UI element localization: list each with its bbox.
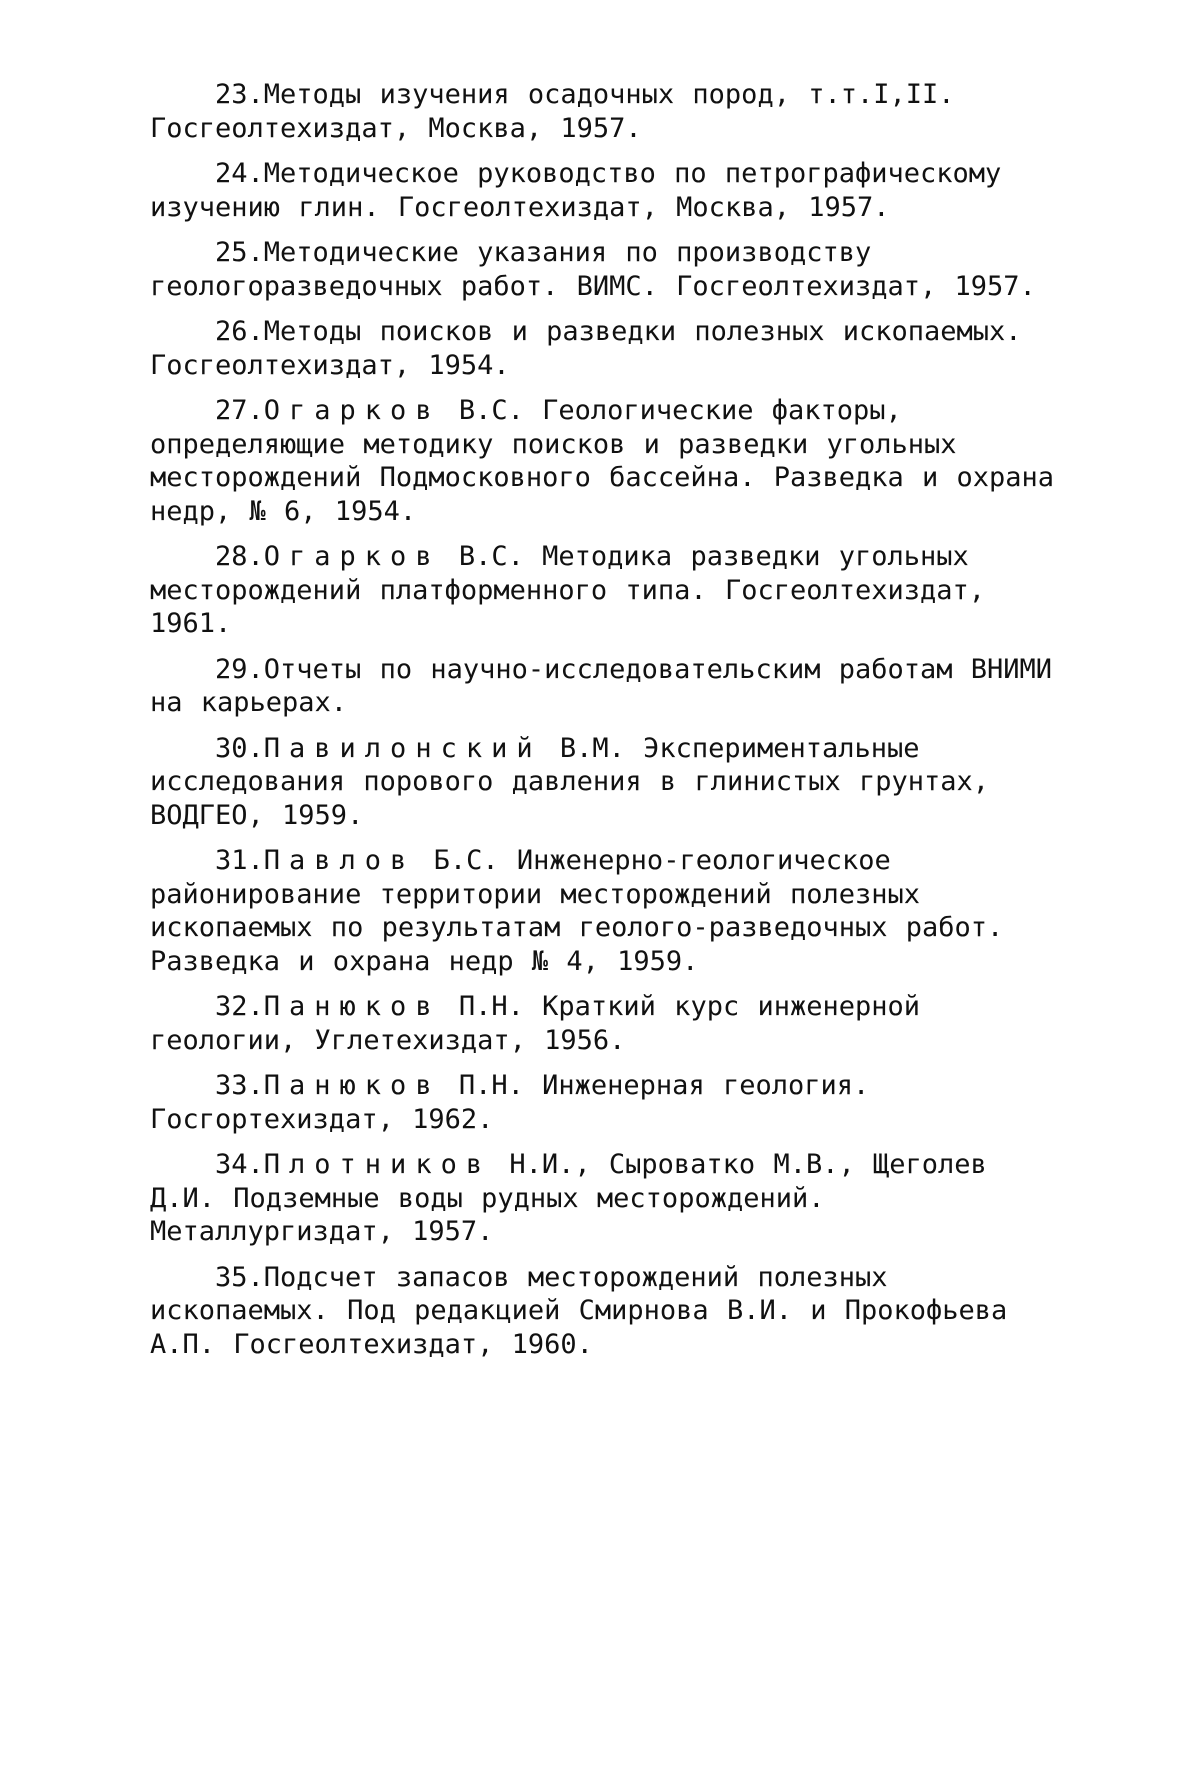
reference-item — [150, 315, 1060, 382]
reference-item — [150, 394, 1073, 528]
reference-author: Панюков — [263, 991, 441, 1022]
reference-author: Павилонский — [263, 732, 542, 764]
reference-initials: В.С. — [458, 395, 524, 426]
reference-item — [150, 236, 1060, 303]
reference-initials: П.Н. — [458, 991, 524, 1022]
reference-item — [150, 1069, 1060, 1136]
reference-author: Огарков — [263, 395, 441, 426]
reference-number: 26. — [215, 316, 264, 347]
reference-item — [150, 540, 1060, 641]
reference-text: Подземные воды рудных месторождений. Металлургиздат, 1957. — [150, 1182, 843, 1247]
reference-item — [150, 1261, 1060, 1362]
reference-text: Геологические факторы, определяющие методику поисков и разведки угольных месторождений Подмосковного бассейна. Разведка и охрана недр, № 6, 1954. — [150, 395, 1073, 527]
reference-number: 24. — [215, 158, 264, 189]
reference-text: Методы изучения осадочных пород, т.т.I,II. Госгеолтехиздат, Москва, 1957. — [150, 79, 973, 144]
reference-text: Инженерно-геологическое районирование территории месторождений полезных ископаемых по результатам геолого-разведочных работ. Разведка и охрана недр № 4, 1959. — [150, 845, 1022, 977]
reference-text: Методическое руководство по петрографическому изучению глин. Госгеолтехиздат, Москва, 1957. — [150, 158, 1020, 223]
reference-number: 27. — [215, 395, 264, 426]
reference-number: 35. — [215, 1261, 264, 1293]
reference-number: 23. — [215, 79, 264, 110]
reference-number: 28. — [215, 541, 264, 572]
reference-number: 32. — [215, 991, 264, 1022]
reference-initials: В.С. — [458, 541, 524, 572]
reference-item — [150, 157, 1060, 224]
reference-text: Методика разведки угольных месторождений платформенного типа. Госгеолтехиздат, 1961. — [150, 541, 1004, 639]
reference-author: Павлов — [263, 845, 416, 876]
reference-author: Огарков — [263, 541, 441, 572]
reference-number: 25. — [215, 237, 264, 268]
reference-initials: Н.И., Сыроватко М.В., Щеголев Д.И. — [150, 1149, 1006, 1214]
reference-item — [150, 844, 1060, 978]
reference-text: Методы поисков и разведки полезных ископаемых. Госгеолтехиздат, 1954. — [150, 316, 1040, 381]
reference-author: Плотников — [263, 1149, 492, 1180]
reference-number: 29. — [215, 653, 264, 685]
reference-text: Отчеты по научно-исследовательским работам ВНИМИ на карьерах. — [150, 653, 1071, 718]
reference-text: Краткий курс инженерной геологии, Углетехиздат, 1956. — [150, 991, 939, 1056]
reference-item — [150, 732, 1060, 833]
reference-text: Экспериментальные исследования порового давления в глинистых грунтах, ВОДГЕО, 1959. — [150, 732, 1008, 831]
reference-initials: П.Н. — [458, 1070, 524, 1101]
bibliography-list — [150, 78, 1073, 1373]
reference-item — [150, 990, 1060, 1057]
reference-text: Подсчет запасов месторождений полезных ископаемых. Под редакцией Смирнова В.И. и Прокофьева А.П. Госгеолтехиздат, 1960. — [150, 1261, 1026, 1360]
reference-author: Панюков — [263, 1070, 441, 1101]
reference-item — [150, 78, 1060, 145]
reference-number: 33. — [215, 1070, 264, 1101]
reference-item — [150, 1148, 1060, 1249]
reference-number: 30. — [215, 732, 264, 764]
reference-item — [150, 653, 1071, 720]
reference-text: Инженерная геология. Госгортехиздат, 1962. — [150, 1070, 888, 1135]
reference-number: 34. — [215, 1149, 264, 1180]
reference-number: 31. — [215, 845, 264, 876]
reference-initials: В.М. — [559, 732, 625, 764]
reference-text: Методические указания по производству геологоразведочных работ. ВИМС. Госгеолтехиздат, 1957. — [150, 237, 1036, 302]
reference-initials: Б.С. — [433, 845, 499, 876]
